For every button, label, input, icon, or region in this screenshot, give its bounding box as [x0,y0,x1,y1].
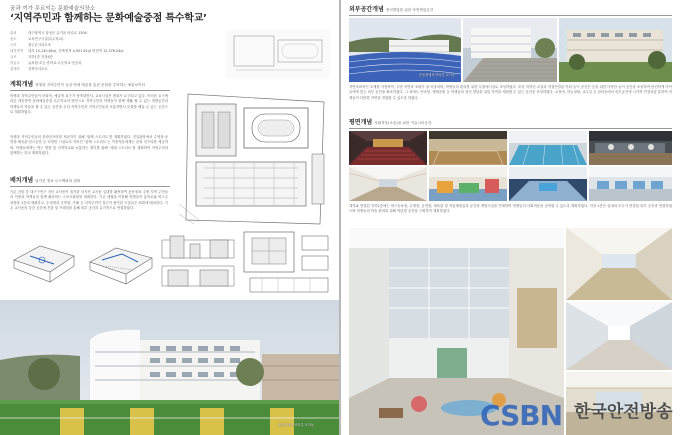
section-title: 배치개념 [10,177,34,184]
paragraph: 기존 건물 중 대구구연구 지난 교사동이 철거된 남겨진 교사동 일대를 활용하여 운동장과 주변 지역 주민들의 이용과 학생들의 함께 활동하는 스포츠광장을 계획한다. 기존 세월을 이용해 학생들이 통학로와 버스주차장을 1층에 계획하고, 수영장과 공연장, 카페 등 지역주민이 접근이 용이한 시설들은 외곽에 배치한다. 기존 교사동의 중간 공간에 건물 및 프레임을 통해 외부 공간과 유기적으로 연결하였다. [10,190,168,210]
broadcaster-watermark [478,398,678,432]
paragraph: 학생과 지역주민들이 문화적, 예술적 욕구가 충족되면서, 교육시설은 변화가 요구되고 있다. 이러한 요구에 따른 대응하여 문화예술중점 특수학교의 방안으로 지역주민과 학생들이 함께 생활 할 수 있는 개방공간과 학생들의 학습을 할 수 있는 공간을 우리 지역주민과 지역주민들과 소통하면서 문화를 배울 수 있는 공간으로 계획하였다. [10,94,168,114]
right-page [341,0,680,435]
section-title: 외부공간개념 [349,6,384,13]
section-subtitle: 사회적응(소통)을 위한 커뮤니티공간 [374,121,432,125]
info-value: 지하1층 지상4층 [28,55,54,59]
section-subtitle: 학생과 지역주민이 일상 안에 예술을 통한 문화를 추억하는 예술보이터 [35,83,145,87]
photo-auditorium [349,131,427,165]
info-key: 규모 [10,55,17,59]
info-value: 교육연구시설(특수학교) [28,37,64,41]
watermark-text: 한국안전방송 [574,402,673,422]
photo-playroom [429,167,507,201]
kicker: 꿈과 끼가 무르익는 문화예술의장소 [10,6,95,12]
site-plan-drawing [174,84,332,234]
photo-outdoor-stairs [463,18,557,82]
csbn-logo-icon [478,398,574,432]
photo-hall-corridor [566,228,672,300]
section-outdoor-concept [349,7,433,13]
info-key: 설계자 [10,67,20,71]
photo-hallway-lounge [509,167,587,201]
section-title: 계획개념 [10,81,34,88]
section-layout-concept [10,178,80,184]
paragraph: 학생과 지역주민들의 문화인프라를 제공하기 위해 ‘함께 스트리트’를 계획하였다. 진입광장에서 수영장·공연장·체육관·전시공간 등 다양한 시설로의 이어진 ‘함께 스트리트’는 이용자들에게는 문화 인프라를 제공하며, 학생들에게는 여는 방향 및 지역학교와 소통하는 계기를 위해 ‘세대 스트리트’를 계획하여 지역주민과 함께하는 학교 계획하였다. [10,135,168,155]
divider [349,15,672,16]
project-info [10,30,220,72]
photo-gym [429,131,507,165]
left-page [0,0,339,435]
photo-corridor [349,167,427,201]
info-row [10,66,220,72]
photo-long-corridor [566,302,672,370]
info-key: 용도 [10,37,17,41]
divider [349,128,672,129]
photo-pool [509,131,587,165]
page-title: ‘지역주민과 함께하는 문화예술중점 특수학교’ [10,13,207,24]
paragraph: 대지와 연결된 지하1층에는 버스승차장, 수영장, 공연장, 체육관 및 직업체험실과 공간과 개방시설을 연계하여 학생들이 사회적응을 준비할 수 있도록 계획하였다. 지상 1층은 실내외 모두가 연결된 외부 공간과 연결하였으며 학생들의 학습 편의를 위해 학년별 공간을 구획하여 계획하였다. [349,204,672,214]
section-title: 평면개념 [349,119,373,126]
section-plan-concept [10,82,145,88]
divider [10,186,170,187]
divider [10,90,170,91]
info-key: 구조 [10,43,17,47]
section-diagram-4 [240,228,332,298]
info-value: 건축사사무소 [28,67,48,71]
info-value: 유치원·초등·중학교·고등학교·전공과 [28,61,82,65]
photo-classroom [589,167,672,201]
site-plan-thumbnail [226,30,330,78]
photo-caption: 운동장에서 바라본 교사동 [278,423,314,427]
info-key: 위치 [10,31,17,35]
photo-multipurpose-room [589,131,672,165]
svg-text:CSBN: CSBN [480,399,563,432]
info-value: 대지 15,130.85㎡, 건축면적 4,501.42㎡ 연면적 12,376.24㎡ [28,49,124,53]
info-key: 대지면적 [10,49,24,53]
paragraph: 자연조화적인 소재를 사용하여, 주변 자연과 조화가 잘 어울리며, 학생들의 편의를 위한 무장애시설로 조성하였다. 또한 저학년 교실과 직접연결된 야외 놀이 공간은 등을 위한 다양한 놀이 공간을 조성하여 안전하게 아이들에게 맞는 외부 공간을 확보하였다. 그 외에도 안마당, 생태공원 등 학생들의 정서 발달을 위한 자연을 체험할 수 있는 공간을 조성하였다. 교정에, 하늘정원, 교우길 등 관리동에서 외부공간에 시각적 연결성을 통하여 학생들이 다양한 자연을 경험할 수 있도록 하였다. [349,85,672,100]
photo-school-from-playground [0,300,339,435]
section-floor-plan-concept [349,120,431,126]
section-subtitle: 정서발달을 위한 자연체험공간 [385,8,434,12]
photo-building-garden [559,18,672,82]
section-diagram-1 [10,226,80,296]
info-value: 대구광역시 달성군 유가읍 비슬로 1504 [28,31,87,35]
section-subtitle: 남가진 정보 도시맥락의 변화 [35,179,81,183]
info-value: 철근콘크리트조 [28,43,51,47]
section-diagram-2 [86,226,156,296]
photo-caption: 운동장에서 바라본 교사동 [419,73,455,77]
info-key: 학급수 [10,61,20,65]
section-diagram-3 [160,232,236,292]
